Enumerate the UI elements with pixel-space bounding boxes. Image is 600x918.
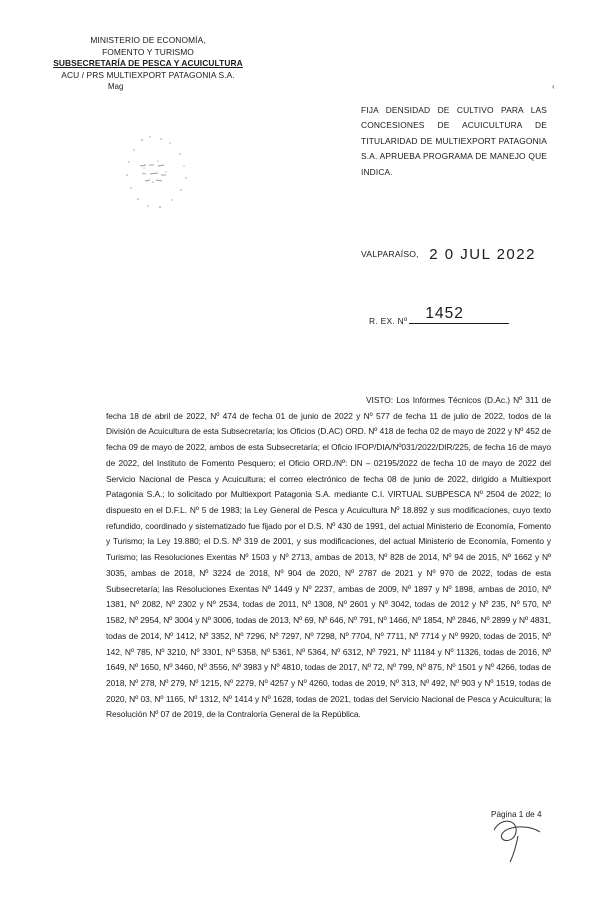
ministry-name-line2: FOMENTO Y TURISMO [102,46,194,57]
visto-body: de fecha 18 de abril de 2022, Nº 474 de fecha 01 de junio de 2022 y Nº 577 de fecha 11 de julio de 2022, todos de la División de Acuicultura de esta Subsecretaría; los Oficios (D.AC) ORD. Nº 418 de fecha 02 de mayo de 2022 y Nº 452 de fecha 09 de mayo de 2022, ambos de esta Subsecretaría; el Oficio IFOP/DIA/Nº031/2022/DIR/225, de fecha 16 de mayo de 2022, del Instituto de Fomento Pesquero; el Oficio ORD./Nº: DN – 02195/2022 de fecha 10 de mayo de 2022 del Servicio Nacional de Pesca y Acuicultura; el correo electrónico de fecha 08 de junio de 2022, dirigido a Multiexport Patagonia S.A.; lo solicitado por Multiexport Patagonia S.A. mediante C.I. VIRTUAL SUBPESCA Nº 2504 de 2022; lo dispuesto en el D.F.L. Nº 5 de 1983; la Ley General de Pesca y Acuicultura Nº 18.892 y sus modificaciones, cuyo texto refundido, coordinado y sistematizado fue fijado por el D.S. Nº 430 de 1991, del actual Ministerio de Economía, Fomento y Turismo; la Ley 19.880; el D.S. Nº 319 de 2001, y sus modificaciones, del actual Ministerio de Economía, Fomento y Turismo; las Resoluciones Exentas Nº 1503 y Nº 2713, ambas de 2013, Nº 828 de 2014, Nº 94 de 2015, Nº 1662 y Nº 3035, ambas de 2018, Nº 3224 de 2018, Nº 904 de 2020, Nº 2787 de 2021 y Nº 970 de 2022, todas de esta Subsecretaría; las Resoluciones Exentas Nº 1449 y Nº 2237, ambas de 2009, Nº 1897 y Nº 1898, ambas de 2010, Nº 1381, Nº 2082, Nº 2302 y Nº 2534, todas de 2011, Nº 1308, Nº 2601 y Nº 3042, todas de 2012 y Nº 235, Nº 570, Nº 1582, Nº 2954, Nº 3004 y Nº 3006, todas de 2013, Nº 69, Nº 646, Nº 791, Nº 1466, Nº 1854, Nº 2846, Nº 2899 y Nº 4831, todas de 2014, Nº 1412, Nº 3352, Nº 7296, Nº 7297, Nº 7298, Nº 7704, Nº 7711, Nº 7714 y Nº 9920, todas de 2015, Nº 142, Nº 785, Nº 3210, Nº 3301, Nº 5358, Nº 5361, Nº 5364, Nº 6312, Nº 7921, Nº 11184 y Nº 11326, todas de 2016, Nº 1649, Nº 1650, Nº 3460, Nº 3556, Nº 3983 y Nº 4810, todas de 2017, Nº 72, Nº 799, Nº 875, Nº 1501 y Nº 4266, todas de 2018, Nº 278, Nº 279, Nº 1215, Nº 2279, Nº 4257 y Nº 4260, todas de 2019, Nº 313, Nº 492, Nº 903 y Nº 1519, todas de 2020, Nº 03, Nº 1165, Nº 1312, Nº 1414 y Nº 1628, todas de 2021, todas del Servicio Nacional de Pesca y Acuicultura; la Resolución Nº 07 de 2019, de la Contraloría General de la República. [106,395,551,720]
corner-mark: ‹ [552,82,555,91]
subsecretaria-name: SUBSECRETARÍA DE PESCA Y ACUICULTURA [53,58,243,69]
visto-paragraph [106,393,551,723]
author-initials: Mag [108,82,124,92]
faded-stamp [120,128,192,218]
ministry-name: MINISTERIO DE ECONOMÍA, [90,35,206,45]
page-number: Página 1 de 4 [491,810,542,819]
handwritten-initials [488,812,548,867]
visto-lead: VISTO: Los Informes Técnicos (D.Ac.) Nº 311 [366,395,539,405]
issuer-header [48,35,248,93]
reference-code: ACU / PRS MULTIEXPORT PATAGONIA S.A. [61,69,235,80]
resolution-number-field [409,305,509,324]
resolution-number-label: R. EX. Nº [369,316,408,326]
place-name: VALPARAÍSO, [361,249,419,259]
initials-drawing [488,812,548,867]
place-and-date [361,244,536,261]
resolution-number-line [369,305,509,326]
resolution-subject: FIJA DENSIDAD DE CULTIVO PARA LAS CONCESIONES DE ACUICULTURA DE TITULARIDAD DE MULTIEXPORT PATAGONIA S.A. APRUEBA PROGRAMA DE MANEJO QUE INDICA. [361,105,547,177]
stamp-drawing [120,128,192,218]
resolution-number: 1452 [425,305,464,322]
date-stamp: 2 0 JUL 2022 [429,246,536,263]
